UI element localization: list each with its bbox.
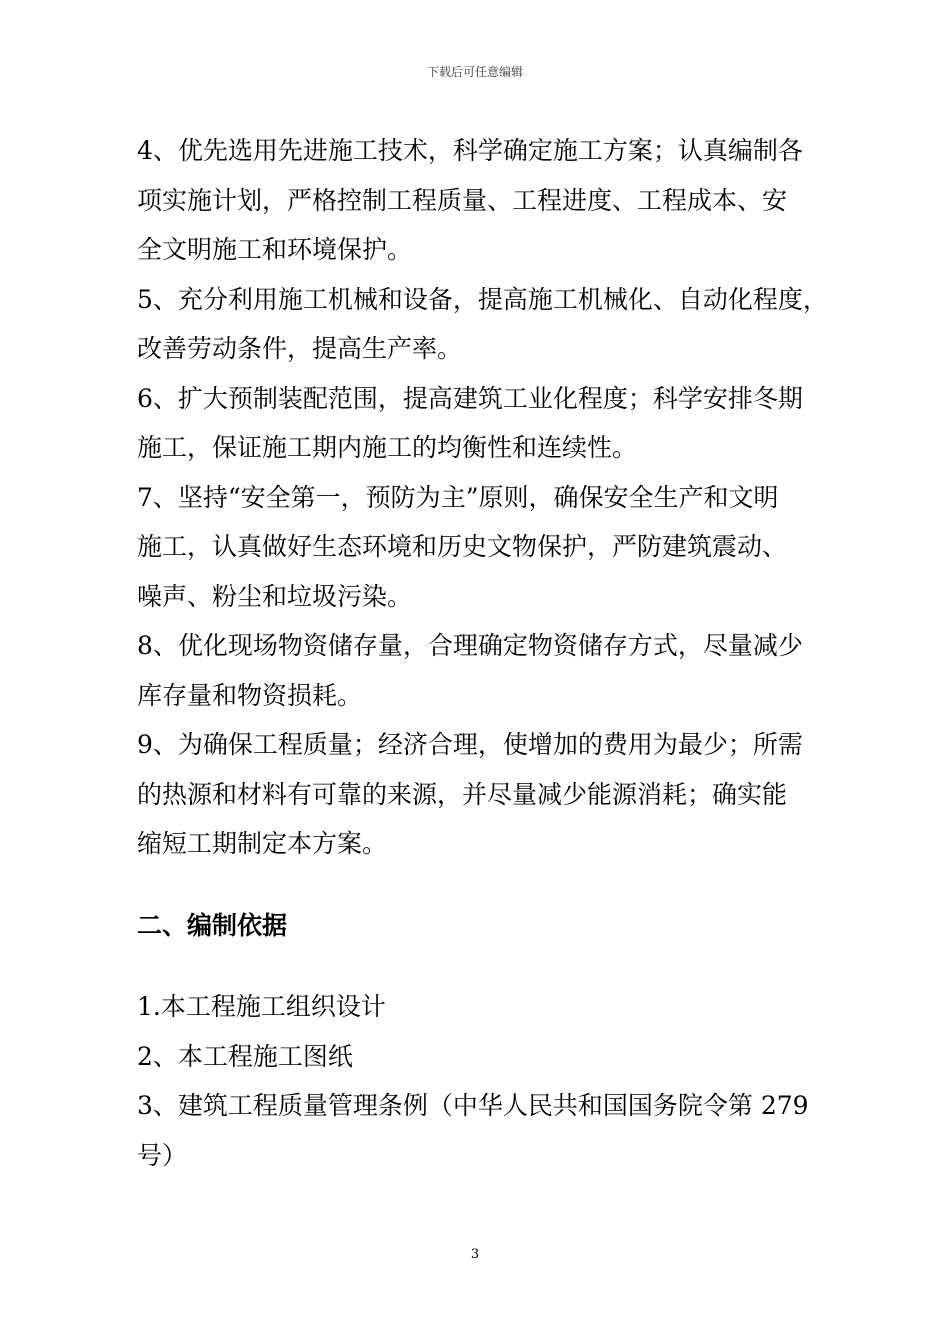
item-4-line-2: 项实施计划，严格控制工程质量、工程进度、工程成本、安 — [137, 185, 788, 215]
page-header: 下载后可任意编辑 — [426, 65, 523, 79]
basis-item-3-line-2: 号） — [137, 1140, 188, 1170]
item-9-line-1: 9、为确保工程质量；经济合理，使增加的费用为最少；所需 — [137, 730, 803, 759]
item-5-line-1: 5、充分利用施工机械和设备，提高施工机械化、自动化程度， — [137, 284, 828, 314]
section-heading: 二、编制依据 — [137, 910, 288, 940]
item-8-line-1: 8、优化现场物资储存量，合理确定物资储存方式，尽量减少 — [137, 631, 803, 660]
basis-item-3-line-1: 3、建筑工程质量管理条例（中华人民共和国国务院令第 279 — [137, 1091, 809, 1120]
item-6-line-1: 6、扩大预制装配范围，提高建筑工业化程度；科学安排冬期 — [137, 383, 803, 413]
document-body — [137, 126, 837, 1180]
item-5-line-2: 改善劳动条件，提高生产率。 — [137, 334, 463, 363]
item-4-line-3: 全文明施工和环境保护。 — [137, 235, 413, 264]
basis-item-2: 2、本工程施工图纸 — [137, 1041, 353, 1071]
page-number: 3 — [470, 1247, 480, 1262]
item-8-line-2: 库存量和物资损耗。 — [137, 680, 363, 710]
item-7-line-3: 噪声、粉尘和垃圾污染。 — [137, 581, 413, 611]
item-7-line-2: 施工，认真做好生态环境和历史文物保护，严防建筑震动、 — [137, 532, 788, 561]
item-4-line-1: 4、优先选用先进施工技术，科学确定施工方案；认真编制各 — [137, 136, 803, 165]
basis-item-1: 1.本工程施工组织设计 — [137, 992, 386, 1021]
item-9-line-2: 的热源和材料有可靠的来源，并尽量减少能源消耗；确实能 — [137, 779, 788, 809]
item-9-line-3: 缩短工期制定本方案。 — [137, 829, 388, 858]
item-6-line-2: 施工，保证施工期内施工的均衡性和连续性。 — [137, 433, 638, 462]
item-7-line-1: 7、坚持“安全第一，预防为主”原则，确保安全生产和文明 — [137, 482, 779, 512]
